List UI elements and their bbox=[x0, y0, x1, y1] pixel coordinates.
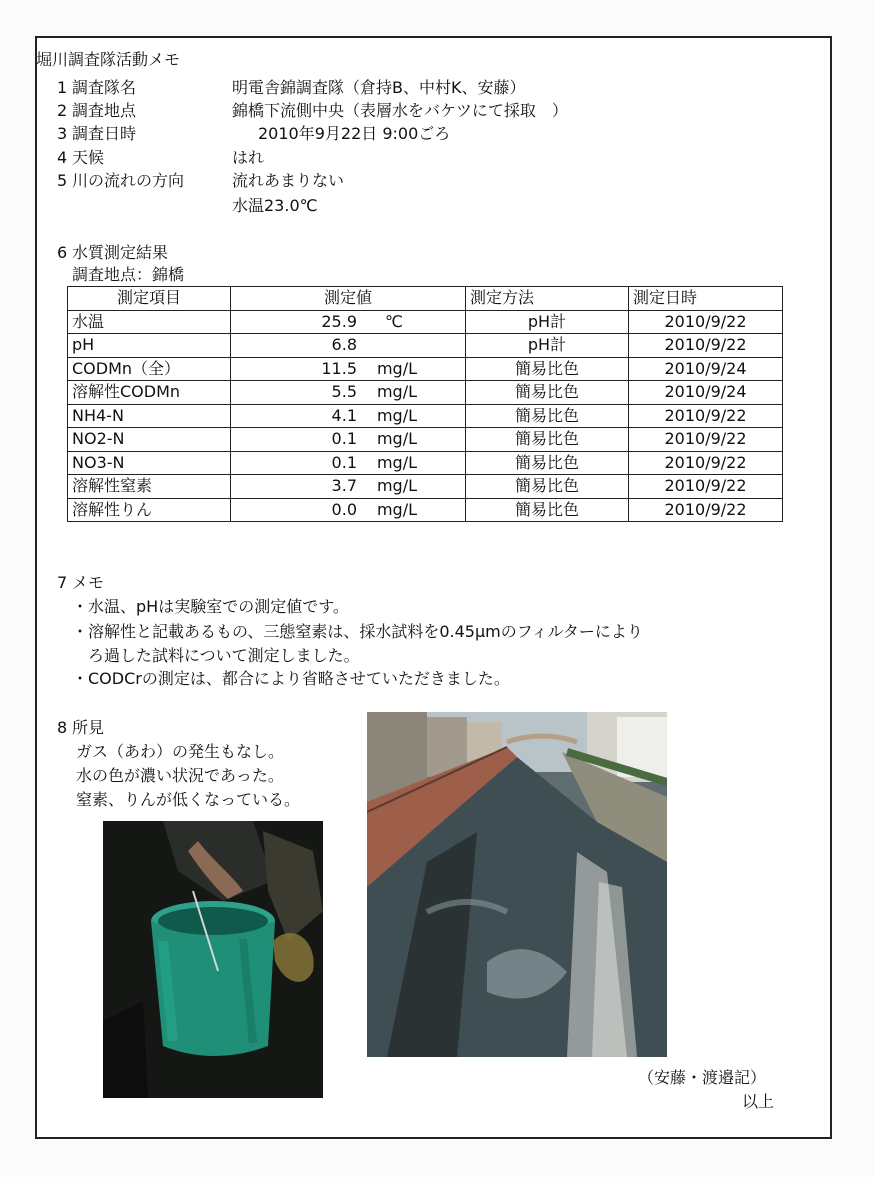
value-number: 0.1 bbox=[331, 452, 357, 472]
cell-date: 2010/9/22 bbox=[629, 428, 783, 452]
document-title: 堀川調査隊活動メモ bbox=[36, 50, 181, 69]
memo-line-1: ・水温、pHは実験室での測定値です。 bbox=[72, 597, 349, 616]
cell-method: 簡易比色 bbox=[466, 404, 629, 428]
table-row bbox=[68, 451, 783, 475]
value-number: 25.9 bbox=[321, 311, 357, 331]
value-number: 6.8 bbox=[331, 335, 357, 355]
cell-value bbox=[231, 475, 466, 499]
water-temp-note: 水温23.0℃ bbox=[232, 196, 318, 215]
value-unit: mg/L bbox=[376, 405, 417, 425]
cell-item: CODMn（全） bbox=[68, 357, 231, 381]
cell-method: 簡易比色 bbox=[466, 381, 629, 405]
item-1-label: 調査隊名 bbox=[72, 78, 137, 97]
value-unit: mg/L bbox=[376, 382, 417, 402]
bucket-illustration bbox=[103, 821, 323, 1098]
value-unit: mg/L bbox=[376, 358, 417, 378]
section-6-number: 6 bbox=[57, 243, 68, 262]
cell-date: 2010/9/24 bbox=[629, 357, 783, 381]
cell-value bbox=[231, 498, 466, 522]
table-row bbox=[68, 334, 783, 358]
value-number: 5.5 bbox=[331, 382, 357, 402]
item-1-number: 1 bbox=[57, 78, 68, 97]
canal-illustration bbox=[367, 712, 667, 1057]
value-number: 0.1 bbox=[331, 429, 357, 449]
cell-method: 簡易比色 bbox=[466, 475, 629, 499]
item-5-value: 流れあまりない bbox=[232, 171, 345, 190]
value-number: 3.7 bbox=[331, 476, 357, 496]
table-row bbox=[68, 404, 783, 428]
cell-item: NH4-N bbox=[68, 404, 231, 428]
water-quality-table bbox=[67, 286, 783, 522]
header-date: 測定日時 bbox=[629, 287, 783, 311]
item-4-label: 天候 bbox=[72, 148, 105, 167]
cell-value bbox=[231, 428, 466, 452]
cell-date: 2010/9/22 bbox=[629, 334, 783, 358]
cell-value bbox=[231, 404, 466, 428]
table-row bbox=[68, 357, 783, 381]
finding-line-3: 窒素、りんが低くなっている。 bbox=[76, 790, 301, 809]
cell-item: 水温 bbox=[68, 310, 231, 334]
cell-value bbox=[231, 357, 466, 381]
cell-item: NO3-N bbox=[68, 451, 231, 475]
value-number: 11.5 bbox=[321, 358, 357, 378]
table-row bbox=[68, 428, 783, 452]
memo-line-3: ろ過した試料について測定しました。 bbox=[88, 646, 360, 665]
cell-value bbox=[231, 334, 466, 358]
memo-line-2: ・溶解性と記載あるもの、三態窒素は、採水試料を0.45μmのフィルターにより bbox=[72, 622, 643, 641]
value-unit: mg/L bbox=[376, 476, 417, 496]
cell-date: 2010/9/22 bbox=[629, 310, 783, 334]
section-6-title: 水質測定結果 bbox=[72, 243, 169, 262]
survey-site-label: 調査地点：錦橋 bbox=[72, 265, 185, 284]
bucket-sample-photo bbox=[103, 821, 323, 1098]
value-unit: mg/L bbox=[376, 429, 417, 449]
table-header-row bbox=[68, 287, 783, 311]
cell-method: pH計 bbox=[466, 334, 629, 358]
item-3-label: 調査日時 bbox=[72, 124, 137, 143]
item-3-number: 3 bbox=[57, 124, 68, 143]
cell-item: 溶解性窒素 bbox=[68, 475, 231, 499]
cell-method: 簡易比色 bbox=[466, 451, 629, 475]
finding-line-2: 水の色が濃い状況であった。 bbox=[76, 766, 284, 785]
cell-date: 2010/9/22 bbox=[629, 498, 783, 522]
author-note: （安藤・渡邉記） bbox=[638, 1068, 767, 1087]
section-8-title: 所見 bbox=[72, 718, 105, 737]
header-item: 測定項目 bbox=[68, 287, 231, 311]
table-row bbox=[68, 310, 783, 334]
cell-method: 簡易比色 bbox=[466, 357, 629, 381]
value-unit: mg/L bbox=[376, 499, 417, 519]
table-row bbox=[68, 498, 783, 522]
value-unit: mg/L bbox=[376, 452, 417, 472]
cell-date: 2010/9/24 bbox=[629, 381, 783, 405]
cell-item: 溶解性CODMn bbox=[68, 381, 231, 405]
value-number: 4.1 bbox=[331, 405, 357, 425]
cell-date: 2010/9/22 bbox=[629, 475, 783, 499]
item-5-number: 5 bbox=[57, 171, 68, 190]
section-7-number: 7 bbox=[57, 573, 68, 592]
cell-value bbox=[231, 381, 466, 405]
header-value: 測定値 bbox=[231, 287, 466, 311]
finding-line-1: ガス（あわ）の発生もなし。 bbox=[76, 742, 285, 761]
cell-value bbox=[231, 310, 466, 334]
table-row bbox=[68, 381, 783, 405]
section-7-title: メモ bbox=[72, 573, 105, 592]
cell-value bbox=[231, 451, 466, 475]
cell-method: 簡易比色 bbox=[466, 498, 629, 522]
cell-item: pH bbox=[68, 334, 231, 358]
header-method: 測定方法 bbox=[466, 287, 629, 311]
cell-date: 2010/9/22 bbox=[629, 404, 783, 428]
section-8-number: 8 bbox=[57, 718, 68, 737]
item-5-label: 川の流れの方向 bbox=[72, 171, 185, 190]
item-2-number: 2 bbox=[57, 101, 68, 120]
memo-line-4: ・CODCrの測定は、都合により省略させていただきました。 bbox=[72, 669, 510, 688]
item-2-label: 調査地点 bbox=[72, 101, 137, 120]
item-1-value: 明電舎錦調査隊（倉持B、中村K、安藤） bbox=[232, 78, 526, 97]
cell-item: 溶解性りん bbox=[68, 498, 231, 522]
end-note: 以上 bbox=[742, 1092, 775, 1111]
item-4-number: 4 bbox=[57, 148, 68, 167]
cell-date: 2010/9/22 bbox=[629, 451, 783, 475]
cell-method: pH計 bbox=[466, 310, 629, 334]
cell-method: 簡易比色 bbox=[466, 428, 629, 452]
value-unit: ℃ bbox=[385, 311, 403, 331]
cell-item: NO2-N bbox=[68, 428, 231, 452]
table-row bbox=[68, 475, 783, 499]
item-2-value: 錦橋下流側中央（表層水をバケツにて採取 ） bbox=[232, 101, 568, 120]
item-3-value: 2010年9月22日 9:00ごろ bbox=[258, 124, 451, 143]
value-number: 0.0 bbox=[331, 499, 357, 519]
item-4-value: はれ bbox=[232, 148, 265, 167]
canal-river-photo bbox=[367, 712, 667, 1057]
